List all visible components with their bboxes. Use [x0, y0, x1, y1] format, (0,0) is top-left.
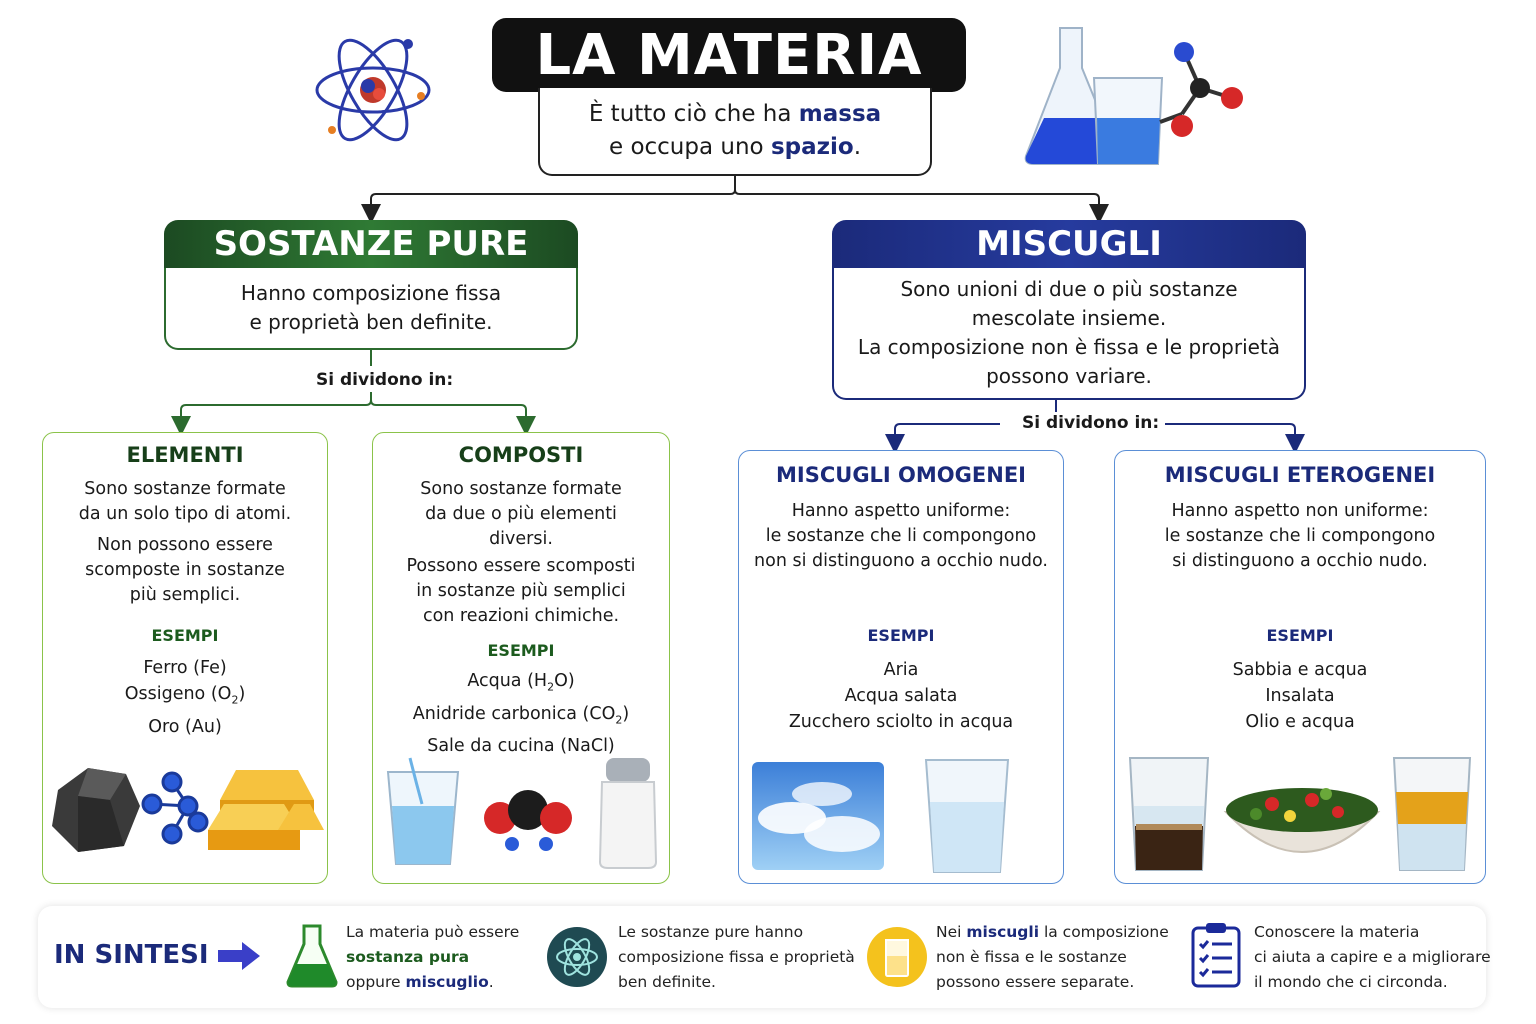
text-line: con reazioni chimiche. — [422, 606, 620, 626]
text-line: Hanno aspetto non uniforme: — [1171, 501, 1429, 521]
definition-keyword-space: spazio — [770, 134, 854, 160]
summary-text: oppure — [346, 973, 406, 991]
text-line: Sono sostanze formate — [420, 479, 622, 499]
checklist-icon — [1190, 920, 1242, 988]
beaker-badge-icon — [866, 926, 928, 988]
summary-text: . — [488, 973, 494, 991]
text-line: non si distinguono a occhio nudo. — [754, 551, 1048, 571]
example-item: Olio e acqua — [1245, 712, 1355, 732]
pure-substances-header: SOSTANZE PURE — [164, 220, 578, 268]
homogeneous-title: MISCUGLI OMOGENEI — [776, 463, 1026, 487]
summary-line: Conoscere la materia — [1254, 923, 1420, 941]
example-item: Zucchero sciolto in acqua — [788, 712, 1014, 732]
molecule-icon — [1171, 42, 1243, 137]
definition-text: È tutto ciò che ha — [588, 101, 799, 127]
definition-period: . — [853, 134, 861, 160]
pure-substances-description — [164, 268, 578, 350]
text-line: Possono essere scomposti — [406, 556, 636, 576]
definition-text: e occupa uno — [608, 134, 771, 160]
example-item: Ferro (Fe) — [143, 658, 227, 678]
example-item: Sale da cucina (NaCl) — [427, 736, 615, 756]
arrow-right-icon — [216, 940, 262, 972]
summary-item-2 — [618, 920, 855, 995]
elements-examples-label: ESEMPI — [151, 626, 219, 645]
atom-icon — [308, 22, 438, 142]
air-sky-image — [752, 762, 884, 870]
text-line: in sostanze più semplici — [416, 581, 626, 601]
compounds-title: COMPOSTI — [458, 443, 584, 467]
elements-text-1 — [43, 477, 327, 527]
text-line: si distinguono a occhio nudo. — [1172, 551, 1428, 571]
subscript: 2 — [615, 713, 623, 726]
mix-desc-line: mescolate insieme. — [971, 306, 1167, 330]
text-line: le sostanze che li compongono — [1164, 526, 1436, 546]
heterogeneous-text — [1115, 499, 1485, 574]
example-text: Anidride carbonica (CO — [412, 703, 616, 724]
definition-box — [538, 88, 932, 176]
summary-keyword-mixture: miscuglio — [405, 973, 489, 991]
lab-glassware-icon — [1020, 22, 1260, 172]
heterogeneous-examples-label: ESEMPI — [1266, 626, 1334, 645]
text-line: più semplici. — [129, 585, 241, 605]
example-item: Sabbia e acqua — [1232, 660, 1368, 680]
example-item: Aria — [883, 660, 919, 680]
subscript: 2 — [231, 693, 239, 707]
mix-desc-line: La composizione non è fissa e le proprietà — [857, 335, 1281, 359]
text-line: scomposte in sostanze — [85, 560, 285, 580]
heterogeneous-images — [1126, 752, 1476, 876]
text-line: Sono sostanze formate — [84, 479, 286, 499]
pure-desc-line: Hanno composizione fissa — [240, 281, 502, 305]
summary-keyword-mixtures: miscugli — [966, 923, 1040, 941]
salt-water-glass-image — [926, 760, 1008, 872]
text-line: da un solo tipo di atomi. — [78, 504, 292, 524]
heterogeneous-title: MISCUGLI ETEROGENEI — [1164, 463, 1436, 487]
iron-rock-image — [52, 768, 140, 852]
heterogeneous-examples — [1115, 657, 1485, 735]
summary-line: La materia può essere — [346, 923, 520, 941]
summary-line: ci aiuta a capire e a migliorare — [1254, 948, 1491, 966]
summary-line: ben definite. — [618, 973, 716, 991]
page-title: LA MATERIA — [492, 18, 966, 92]
example-text: O) — [554, 671, 575, 691]
summary-line: composizione fissa e proprietà — [618, 948, 855, 966]
compounds-examples — [373, 668, 669, 759]
atom-badge-icon — [546, 926, 608, 988]
text-line: diversi. — [489, 529, 553, 549]
homogeneous-text — [739, 499, 1063, 574]
example-item: Insalata — [1265, 686, 1335, 706]
example-text: Acqua (H — [467, 671, 548, 691]
co2-molecule-image — [484, 790, 572, 851]
summary-item-4 — [1254, 920, 1491, 995]
compounds-images — [382, 752, 662, 872]
oil-water-glass-image — [1394, 758, 1470, 870]
compounds-examples-label: ESEMPI — [487, 641, 555, 660]
summary-line: Le sostanze pure hanno — [618, 923, 804, 941]
example-text: ) — [622, 703, 630, 724]
salt-shaker-image — [600, 758, 656, 868]
elements-title: ELEMENTI — [126, 443, 244, 467]
definition-keyword-mass: massa — [798, 101, 882, 127]
compounds-text-1 — [373, 477, 669, 552]
mix-desc-line: possono variare. — [986, 364, 1152, 388]
mix-divide-label: Si dividono in: — [1016, 413, 1165, 433]
summary-line — [346, 970, 519, 995]
elements-images — [48, 760, 324, 860]
example-item: Acqua salata — [844, 686, 958, 706]
summary-line: possono essere separate. — [936, 973, 1135, 991]
summary-item-1 — [346, 920, 519, 995]
sand-water-glass-image — [1130, 758, 1208, 870]
water-glass-image — [388, 758, 458, 864]
homogeneous-examples-label: ESEMPI — [867, 626, 935, 645]
example-item — [43, 681, 327, 714]
summary-label: IN SINTESI — [54, 940, 209, 970]
flask-icon — [286, 922, 338, 988]
text-line: le sostanze che li compongono — [765, 526, 1037, 546]
subscript: 2 — [547, 680, 555, 694]
summary-keyword-pure: sostanza pura — [346, 948, 470, 966]
text-line: da due o più elementi — [425, 504, 617, 524]
homogeneous-examples — [739, 657, 1063, 735]
elements-examples — [43, 655, 327, 740]
compounds-text-2 — [373, 554, 669, 629]
pure-divide-label: Si dividono in: — [310, 370, 459, 390]
mixtures-header: MISCUGLI — [832, 220, 1306, 268]
example-item: Oro (Au) — [148, 716, 222, 737]
summary-text: la composizione — [1039, 923, 1169, 941]
pure-desc-line: e proprietà ben definite. — [249, 310, 493, 334]
homogeneous-images — [752, 758, 1052, 876]
example-item — [373, 668, 669, 701]
elements-text-2 — [43, 533, 327, 608]
mixtures-description — [832, 268, 1306, 400]
summary-line — [936, 920, 1169, 945]
summary-line: il mondo che ci circonda. — [1254, 973, 1448, 991]
salad-bowl-image — [1226, 788, 1378, 852]
example-text: Ossigeno (O — [124, 684, 232, 704]
example-text: ) — [238, 684, 246, 704]
summary-text: Nei — [936, 923, 967, 941]
text-line: Non possono essere — [97, 535, 273, 555]
summary-line: non è fissa e le sostanze — [936, 948, 1127, 966]
gold-bars-image — [208, 770, 324, 850]
example-item — [373, 701, 669, 734]
summary-item-3 — [936, 920, 1169, 995]
mix-desc-line: Sono unioni di due o più sostanze — [900, 277, 1238, 301]
text-line: Hanno aspetto uniforme: — [791, 501, 1011, 521]
oxygen-molecule-image — [143, 773, 207, 843]
